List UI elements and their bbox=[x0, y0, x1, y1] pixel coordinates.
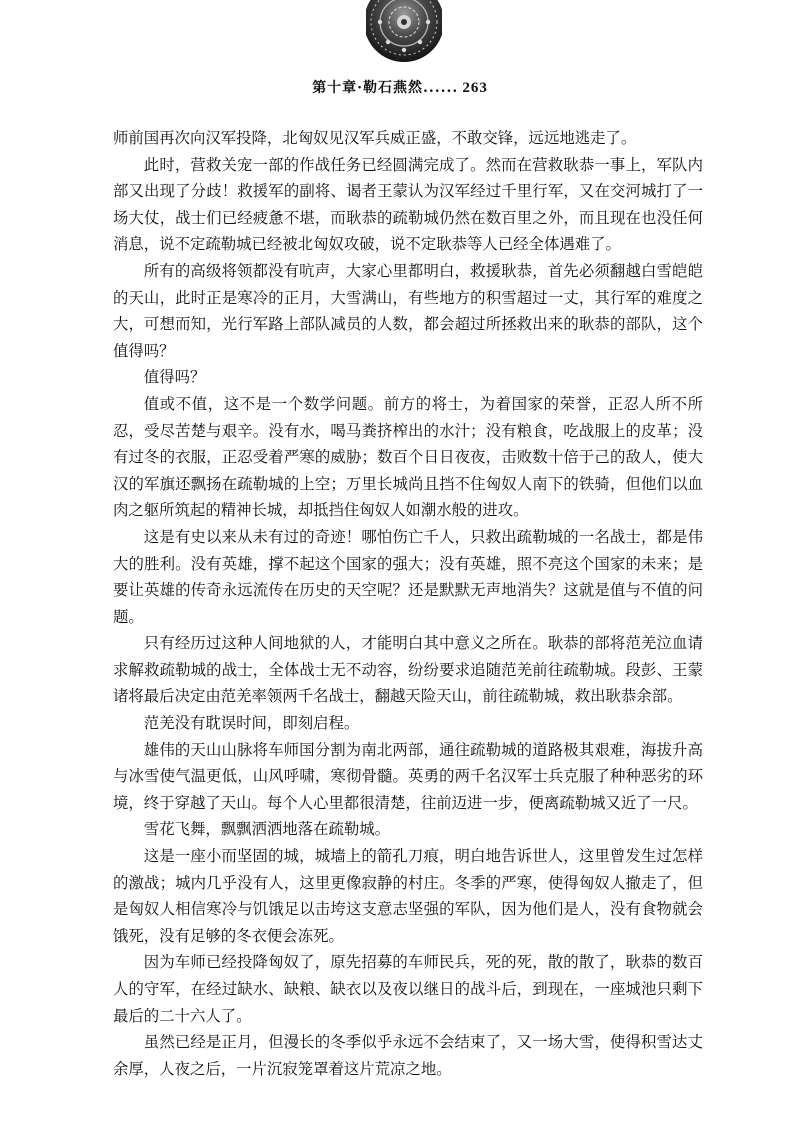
running-header bbox=[0, 77, 800, 97]
paragraph: 只有经历过这种人间地狱的人，才能明白其中意义之所在。耿恭的部将范羌泣血请求解救疏勒城的战士，全体战士无不动容，纷纷要求追随范羌前往疏勒城。段彭、王蒙诸将最后决定由范羌率领两千名战士，翻越天险天山，前往疏勒城，救出耿恭余部。 bbox=[113, 634, 703, 706]
paragraph: 值或不值，这不是一个数学问题。前方的将士，为着国家的荣誉，正忍人所不所忍，受尽苦楚与艰辛。没有水，喝马粪挤榨出的水汁；没有粮食，吃战服上的皮革；没有过冬的衣服，正忍受着严寒的威胁；数百个日日夜夜，击败数十倍于己的敌人，使大汉的军旗还飘扬在疏勒城的上空；万里长城尚且挡不住匈奴人南下的铁骑，但他们以血肉之躯所筑起的精神长城，却抵挡住匈奴人如潮水般的进攻。 bbox=[113, 394, 703, 520]
paragraph: 所有的高级将领都没有吭声，大家心里都明白，救援耿恭，首先必须翻越白雪皑皑的天山，此时正是寒冷的正月，大雪满山，有些地方的积雪超过一丈，其行军的难度之大，可想而知，光行军路上部队减员的人数，都会超过所拯救出来的耿恭的部队，这个值得吗？ bbox=[113, 261, 703, 360]
paragraph: 因为车师已经投降匈奴了，原先招募的车师民兵，死的死，散的散了，耿恭的数百人的守军，在经过缺水、缺粮、缺衣以及夜以继日的战斗后，到现在，一座城池只剩下最后的二十六人了。 bbox=[113, 953, 703, 1025]
chapter-title: 第十章·勒石燕然...... bbox=[312, 80, 459, 96]
paragraph: 值得吗？ bbox=[143, 368, 206, 387]
paragraph: 雄伟的天山山脉将车师国分割为南北两部，通往疏勒城的道路极其艰难，海拔升高与冰雪使气温更低，山风呼啸，寒彻骨髓。英勇的两千名汉军士兵克服了种种恶劣的环境，终于穿越了天山。每个人心里都很清楚，往前迈进一步，便离疏勒城又近了一尺。 bbox=[113, 740, 703, 812]
paragraph: 这是有史以来从未有过的奇迹！哪怕伤亡千人，只救出疏勒城的一名战士，都是伟大的胜利。没有英雄，撑不起这个国家的强大；没有英雄，照不亮这个国家的未来；是要让英雄的传奇永远流传在历史的天空呢？还是默默无声地消失？这就是值与不值的问题。 bbox=[113, 527, 703, 626]
body-text bbox=[113, 125, 703, 1082]
page-number: 263 bbox=[462, 80, 488, 96]
paragraph: 雪花飞舞，飘飘洒洒地落在疏勒城。 bbox=[143, 820, 391, 839]
paragraph: 范羌没有耽误时间，即刻启程。 bbox=[143, 714, 360, 733]
paragraph: 这是一座小而坚固的城，城墙上的箭孔刀痕，明白地告诉世人，这里曾发生过怎样的激战；城内几乎没有人，这里更像寂静的村庄。冬季的严寒，使得匈奴人撤走了，但是匈奴人相信寒冷与饥饿足以击垮这支意志坚强的军队，因为他们是人，没有食物就会饿死，没有足够的冬衣便会冻死。 bbox=[113, 847, 703, 945]
bronze-mirror-icon bbox=[366, 0, 442, 64]
paragraph: 师前国再次向汉军投降，北匈奴见汉军兵威正盛，不敢交锋，远远地逃走了。 bbox=[113, 129, 637, 147]
paragraph: 此时，营救关宠一部的作战任务已经圆满完成了。然而在营救耿恭一事上，军队内部又出现了分歧！救援军的副将、谒者王蒙认为汉军经过千里行军，又在交河城打了一场大仗，战士们已经疲惫不堪，而耿恭的疏勒城仍然在数百里之外，而且现在也没任何消息，说不定疏勒城已经被北匈奴攻破，说不定耿恭等人已经全体遇难了。 bbox=[113, 155, 703, 254]
paragraph: 虽然已经是正月，但漫长的冬季似乎永远不会结束了，又一场大雪，使得积雪达丈余厚，人夜之后，一片沉寂笼罩着这片荒凉之地。 bbox=[113, 1033, 703, 1078]
